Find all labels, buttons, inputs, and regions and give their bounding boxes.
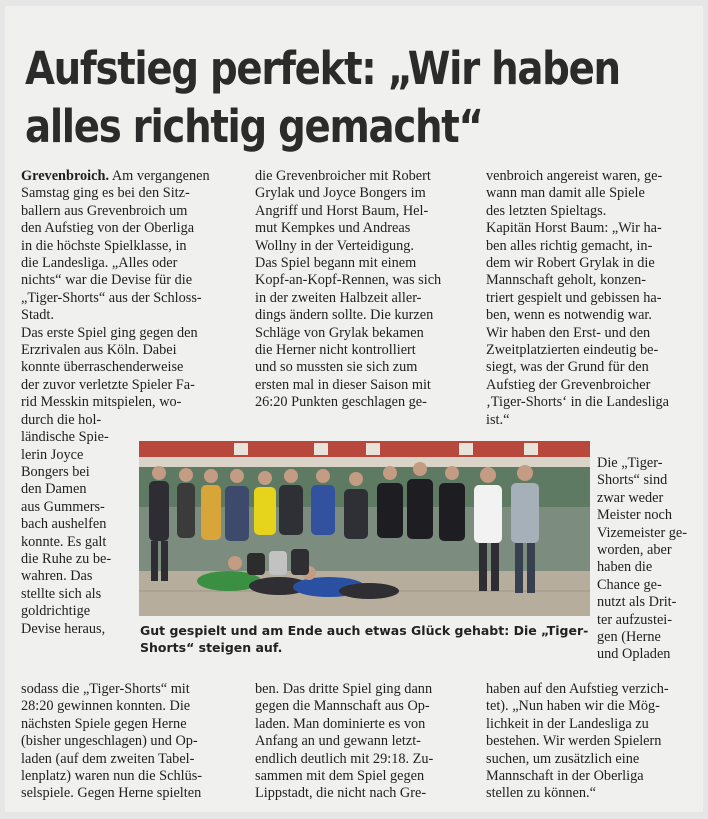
article-line: die Landesliga. „Alles oder bbox=[21, 255, 178, 272]
article-line: Wir haben den Erst- und den bbox=[486, 324, 651, 341]
article-column-1-continued bbox=[21, 681, 246, 803]
article-line: haben auf den Aufstieg verzich- bbox=[486, 681, 669, 697]
article-line: Devise heraus, bbox=[21, 620, 106, 637]
article-line: goldrichtige bbox=[21, 603, 91, 620]
photo-caption: Gut gespielt und am Ende auch etwas Glück gehabt: Die „Tiger-Shorts“ steigen auf. bbox=[140, 623, 589, 655]
article-line: Erzrivalen aus Köln. Dabei bbox=[21, 342, 177, 359]
article-line: Chance ge- bbox=[597, 576, 662, 593]
article-column-3-beside-photo bbox=[597, 455, 702, 664]
article-line: tet). „Nun haben wir die Mög- bbox=[486, 698, 660, 715]
article-line: stellte sich als bbox=[21, 585, 102, 602]
article-line: triert gespielt und gebissen ha- bbox=[486, 289, 662, 306]
article-line: Stadt. bbox=[21, 307, 54, 324]
article-line: wann man damit alle Spiele bbox=[486, 185, 645, 202]
article-line: Anfang an und gewann letzt- bbox=[255, 733, 421, 750]
article-line: dem wir Robert Grylak in die bbox=[486, 255, 655, 272]
article-line: Mannschaft in der Oberliga bbox=[486, 768, 644, 785]
article-line: die Ruhe zu be- bbox=[21, 550, 112, 567]
article-line: dings ändern sollte. Die kurzen bbox=[255, 307, 434, 324]
article-column-2 bbox=[255, 168, 480, 412]
article-line: laden. Man dominierte es von bbox=[255, 715, 426, 732]
article-line: Zweitplatzierten eindeutig be- bbox=[486, 342, 659, 359]
article-line: Das erste Spiel ging gegen den bbox=[21, 324, 198, 341]
headline-line-1: Aufstieg perfekt: „Wir haben bbox=[25, 42, 620, 95]
article-line: der zuvor verletzte Spieler Fa- bbox=[21, 376, 195, 393]
article-line: laden (auf dem zweiten Tabel- bbox=[21, 750, 195, 767]
article-line: Bongers bei bbox=[21, 463, 90, 480]
article-line: ist.“ bbox=[486, 411, 510, 428]
article-line: ballern aus Grevenbroich um bbox=[21, 202, 188, 219]
article-line: in die höchste Spielklasse, in bbox=[21, 237, 187, 254]
article-line: nutzt als Drit- bbox=[597, 594, 677, 611]
article-line: siegt, was der Grund für den bbox=[486, 359, 649, 376]
article-line: Mannschaft geholt, konzen- bbox=[486, 272, 646, 289]
article-line: und Opladen bbox=[597, 646, 671, 663]
article-line: die Herner nicht kontrolliert bbox=[255, 342, 416, 359]
article-line: ter aufzustei- bbox=[597, 611, 673, 628]
article-line: Die „Tiger- bbox=[597, 455, 663, 471]
article-line: zwar weder bbox=[597, 489, 664, 506]
article-line: Schläge von Grylak bekamen bbox=[255, 324, 424, 341]
article-line: mut Kempkes und Andreas bbox=[255, 220, 411, 237]
article-line: gegen die Mannschaft aus Op- bbox=[255, 698, 430, 715]
article-line: konnte überraschenderweise bbox=[21, 359, 184, 376]
article-line: lenplatz) waren nun die Schlüs- bbox=[21, 768, 203, 785]
team-photo bbox=[139, 441, 590, 616]
article-line: des letzten Spieltags. bbox=[486, 202, 607, 219]
article-line-text: Am vergangenen bbox=[109, 168, 210, 184]
article-line: Wollny in der Verteidigung. bbox=[255, 237, 415, 254]
article-line: in der zweiten Halbzeit aller- bbox=[255, 289, 422, 306]
article-line: nichts“ war die Devise für die bbox=[21, 272, 193, 289]
article-line: Kapitän Horst Baum: „Wir ha- bbox=[486, 220, 662, 237]
article-line: ländische Spie- bbox=[21, 429, 109, 446]
article-line: Kopf-an-Kopf-Rennen, was sich bbox=[255, 272, 442, 289]
article-line: Lippstadt, die nicht nach Gre- bbox=[255, 785, 427, 802]
article-line: wahren. Das bbox=[21, 568, 93, 585]
article-line: rid Messkin mitspielen, wo- bbox=[21, 394, 182, 411]
article-column-2-continued bbox=[255, 681, 480, 803]
article-line: Grylak und Joyce Bongers im bbox=[255, 185, 426, 202]
article-line: suchen, um zusätzlich eine bbox=[486, 750, 640, 767]
article-line: die Grevenbroicher mit Robert bbox=[255, 168, 431, 184]
article-column-3 bbox=[486, 168, 701, 429]
article-line: ben. Das dritte Spiel ging dann bbox=[255, 681, 433, 697]
article-line: venbroich angereist waren, ge- bbox=[486, 168, 663, 184]
article-line: nächsten Spiele gegen Herne bbox=[21, 715, 187, 732]
article-line: aus Gummers- bbox=[21, 498, 105, 515]
article-line: endlich deutlich mit 29:18. Zu- bbox=[255, 750, 434, 767]
article-line: stellen zu können.“ bbox=[486, 785, 596, 802]
article-line: worden, aber bbox=[597, 542, 672, 559]
article-line: (bisher ungeschlagen) und Op- bbox=[21, 733, 198, 750]
article-line: 28:20 gewinnen konnten. Die bbox=[21, 698, 191, 715]
article-line: „Tiger-Shorts“ aus der Schloss- bbox=[21, 289, 202, 306]
article-line: konnte. Es galt bbox=[21, 533, 107, 550]
article-line: ben alles richtig gemacht, in- bbox=[486, 237, 653, 254]
article-line bbox=[21, 168, 246, 185]
article-line: Das Spiel begann mit einem bbox=[255, 255, 417, 272]
article-line: Vizemeister ge- bbox=[597, 524, 688, 541]
article-line: selspiele. Gegen Herne spielten bbox=[21, 785, 202, 802]
article-line: bestehen. Wir werden Spielern bbox=[486, 733, 662, 750]
article-line: ben, wenn es notwendig war. bbox=[486, 307, 652, 324]
article-line: Angriff und Horst Baum, Hel- bbox=[255, 202, 429, 219]
article-line: haben die bbox=[597, 559, 653, 576]
article-line: den Aufstieg von der Oberliga bbox=[21, 220, 195, 237]
headline-line-2: alles richtig gemacht“ bbox=[25, 100, 483, 153]
article-line: sodass die „Tiger-Shorts“ mit bbox=[21, 681, 190, 697]
article-line: bach aushelfen bbox=[21, 516, 107, 533]
article-line: 26:20 Punkten geschlagen ge- bbox=[255, 394, 427, 411]
article-line: und so mussten sie sich zum bbox=[255, 359, 418, 376]
article-line: den Damen bbox=[21, 481, 87, 498]
article-line: ‚Tiger-Shorts‘ in die Landesliga bbox=[486, 394, 670, 411]
article-line: Samstag ging es bei den Sitz- bbox=[21, 185, 190, 202]
article-line: durch die hol- bbox=[21, 411, 102, 428]
article-line: sammen mit dem Spiel gegen bbox=[255, 768, 425, 785]
article-line: Shorts“ sind bbox=[597, 472, 668, 489]
article-line: Meister noch bbox=[597, 507, 673, 524]
article-line: ersten mal in dieser Saison mit bbox=[255, 376, 431, 393]
article-column-3-continued bbox=[486, 681, 701, 803]
article-line: lichkeit in der Landesliga zu bbox=[486, 715, 649, 732]
article-line: Aufstieg der Grevenbroicher bbox=[486, 376, 651, 393]
headline bbox=[25, 40, 620, 156]
article-line: gen (Herne bbox=[597, 629, 661, 646]
article-line: lerin Joyce bbox=[21, 446, 84, 463]
dateline: Grevenbroich. bbox=[21, 168, 110, 184]
